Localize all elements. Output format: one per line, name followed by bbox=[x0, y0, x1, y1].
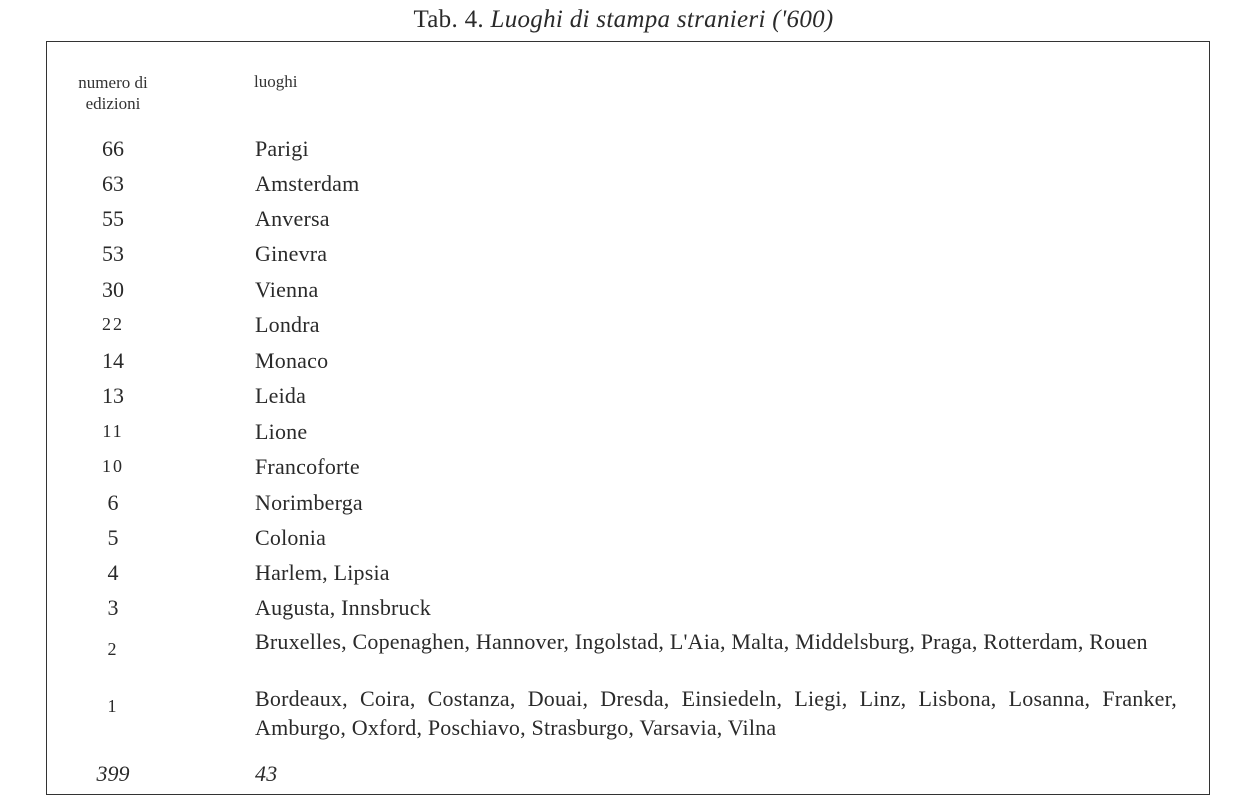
row-places: Monaco bbox=[255, 348, 329, 373]
row-count: 53 bbox=[102, 241, 124, 266]
row-count: 22 bbox=[102, 314, 124, 334]
row-count: 30 bbox=[102, 277, 124, 302]
caption-label: Tab. 4. bbox=[413, 6, 484, 33]
table-caption bbox=[0, 6, 1247, 34]
row-count: 6 bbox=[107, 490, 119, 515]
row-count: 1 bbox=[107, 696, 119, 716]
total-places: 43 bbox=[255, 761, 278, 786]
row-places: Norimberga bbox=[255, 490, 363, 515]
row-count: 10 bbox=[102, 456, 124, 476]
row-places: Colonia bbox=[255, 525, 327, 550]
header-places: luoghi bbox=[254, 72, 298, 91]
row-places: Bruxelles, Copenaghen, Hannover, Ingolstad, L'Aia, Malta, Middelsburg, Praga, Rotterdam, Rouen bbox=[255, 629, 1148, 654]
row-places: Augusta, Innsbruck bbox=[255, 595, 431, 620]
row-count: 63 bbox=[102, 171, 124, 196]
row-places: Lione bbox=[255, 419, 308, 444]
row-count: 14 bbox=[102, 348, 124, 373]
row-count: 5 bbox=[107, 525, 119, 550]
row-places: Londra bbox=[255, 312, 320, 337]
total-count: 399 bbox=[96, 761, 130, 786]
row-places: Ginevra bbox=[255, 241, 328, 266]
row-count: 4 bbox=[107, 560, 119, 585]
row-count: 11 bbox=[102, 421, 124, 441]
caption-title: Luoghi di stampa stranieri ('600) bbox=[490, 6, 834, 33]
row-count: 55 bbox=[102, 206, 124, 231]
row-places: Francoforte bbox=[255, 454, 360, 479]
row-count: 3 bbox=[107, 595, 119, 620]
table-frame bbox=[46, 41, 1210, 795]
row-places: Leida bbox=[255, 383, 307, 408]
header-count: numero di edizioni bbox=[78, 73, 148, 113]
row-places: Anversa bbox=[255, 206, 330, 231]
row-places: Amsterdam bbox=[255, 171, 360, 196]
row-count: 13 bbox=[102, 383, 124, 408]
row-places: Vienna bbox=[255, 277, 319, 302]
row-places: Harlem, Lipsia bbox=[255, 560, 390, 585]
row-count: 2 bbox=[107, 639, 119, 659]
row-count: 66 bbox=[102, 136, 124, 161]
row-places: Bordeaux, Coira, Costanza, Douai, Dresda, Einsiedeln, Liegi, Linz, Lisbona, Losanna, Franker, Amburgo, Oxford, Poschiavo, Strasburgo, Varsavia, Vilna bbox=[255, 686, 1177, 740]
row-places: Parigi bbox=[255, 136, 309, 161]
